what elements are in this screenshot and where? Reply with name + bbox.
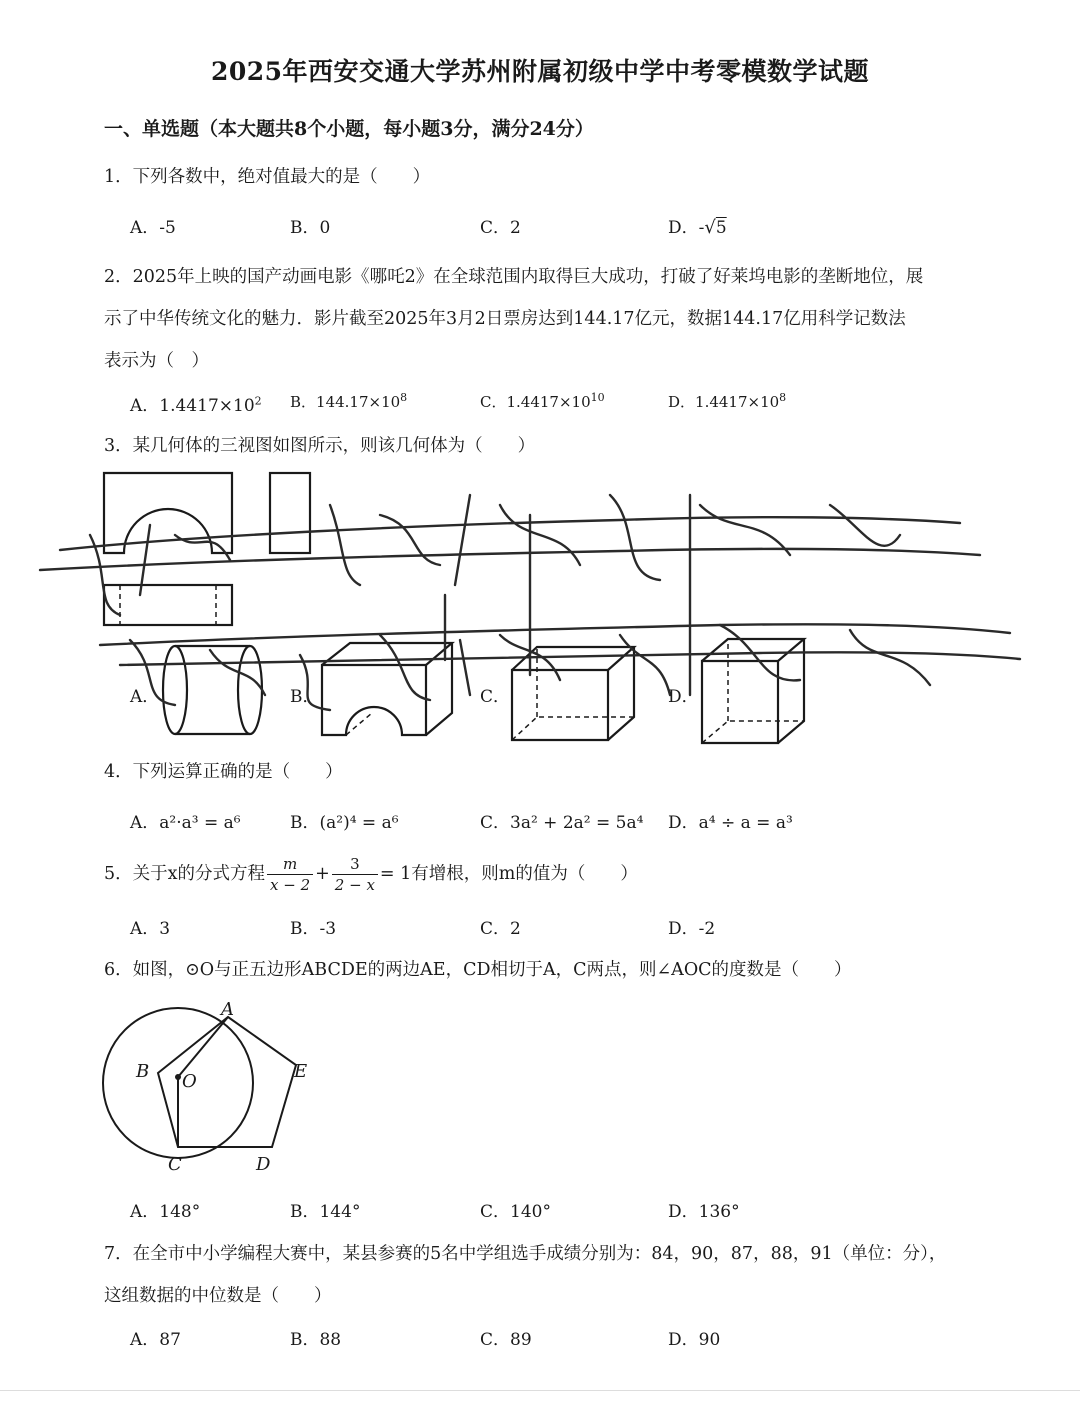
q7-line2: 这组数据的中位数是（ ）: [104, 1286, 332, 1306]
q2-option-b[interactable]: [290, 391, 407, 412]
q2-option-d-text: D．1.4417×10: [668, 393, 780, 411]
q2-line1: 2．2025年上映的国产动画电影《哪吒2》在全球范围内取得巨大成功，打破了好莱坞电影的垄断地位，展: [104, 267, 924, 287]
q5-stem: [104, 854, 638, 895]
q5-frac2-den: 2 − x: [334, 876, 375, 894]
q2-option-b-exp: 8: [400, 391, 408, 404]
q5-frac1-num: m: [267, 854, 313, 875]
page-title: 2025年西安交通大学苏州附属初级中学中考零模数学试题: [210, 57, 870, 86]
q6-stem: 6．如图，⊙O与正五边形ABCDE的两边AE，CD相切于A，C两点，则∠AOC的度数是（ ）: [104, 960, 852, 980]
q1-option-d-radicand: 5: [715, 218, 727, 238]
q1-option-d-prefix: D．-: [668, 218, 705, 238]
q5-fraction-2: [332, 854, 378, 895]
label-a: A: [221, 999, 234, 1020]
q7-option-a[interactable]: A．87: [130, 1330, 181, 1350]
q3-stem: 3．某几何体的三视图如图所示，则该几何体为（ ）: [104, 436, 536, 456]
label-b: B: [136, 1061, 150, 1082]
q7-option-c[interactable]: C．89: [480, 1330, 532, 1350]
top-view: [104, 585, 232, 625]
q3-option-a-solid: [163, 646, 262, 734]
q1-option-b[interactable]: B．0: [290, 218, 331, 238]
q7-option-b[interactable]: B．88: [290, 1330, 342, 1350]
q6-option-b[interactable]: B．144°: [290, 1202, 361, 1222]
side-view: [270, 473, 310, 553]
label-e: E: [294, 1061, 308, 1082]
q7-option-d[interactable]: D．90: [668, 1330, 721, 1350]
q2-option-c[interactable]: [480, 391, 605, 412]
q2-option-c-exp: 10: [590, 391, 605, 404]
q6-option-d[interactable]: D．136°: [668, 1202, 740, 1222]
label-d: D: [256, 1154, 271, 1175]
q6-option-c[interactable]: C．140°: [480, 1202, 551, 1222]
q5-fraction-1: [267, 854, 313, 895]
label-o: O: [182, 1071, 197, 1092]
q2-option-a[interactable]: [130, 391, 262, 416]
center-point: [175, 1074, 181, 1080]
sqrt-icon: √: [704, 217, 716, 238]
q1-stem: 1．下列各数中，绝对值最大的是（ ）: [104, 167, 431, 187]
q5-stem-pre: 5．关于x的分式方程: [104, 864, 266, 884]
q4-option-d[interactable]: D．a⁴ ÷ a = a³: [668, 813, 793, 833]
q3-option-b[interactable]: B．: [290, 687, 320, 707]
q3-option-c[interactable]: C．: [480, 687, 511, 707]
q3-option-d[interactable]: D．: [668, 687, 699, 707]
q4-option-c[interactable]: C．3a² + 2a² = 5a⁴: [480, 813, 644, 833]
q6-option-a[interactable]: A．148°: [130, 1202, 201, 1222]
q2-option-c-text: C．1.4417×10: [480, 393, 591, 411]
section-heading: 一、单选题（本大题共8个小题，每小题3分，满分24分）: [104, 118, 594, 140]
q4-option-a[interactable]: A．a²·a³ = a⁶: [130, 813, 241, 833]
q2-option-b-text: B．144.17×10: [290, 393, 401, 411]
page-bottom-divider: [0, 1390, 1080, 1391]
label-c: C: [168, 1154, 182, 1175]
q6-circle-pentagon-figure: [90, 995, 350, 1185]
q2-option-d[interactable]: [668, 391, 786, 412]
q1-option-d[interactable]: [668, 213, 727, 238]
q5-option-b[interactable]: B．-3: [290, 919, 337, 939]
q2-option-a-text: A．1.4417×10: [130, 396, 255, 416]
q5-stem-post: = 1有增根，则m的值为（ ）: [379, 864, 638, 884]
q1-option-c[interactable]: C．2: [480, 218, 521, 238]
q5-option-c[interactable]: C．2: [480, 919, 521, 939]
q2-line3: 表示为（ ）: [104, 351, 209, 371]
q4-stem: 4．下列运算正确的是（ ）: [104, 762, 343, 782]
q2-option-d-exp: 8: [779, 391, 787, 404]
q3-three-view-figure: [0, 465, 1080, 765]
q5-frac1-den: x − 2: [270, 876, 311, 894]
q1-option-a[interactable]: A．-5: [130, 218, 176, 238]
q2-line2: 示了中华传统文化的魅力．影片截至2025年3月2日票房达到144.17亿元，数据144.17亿用科学记数法: [104, 309, 906, 329]
segment-oa: [178, 1017, 228, 1077]
q7-line1: 7．在全市中小学编程大赛中，某县参赛的5名中学组选手成绩分别为：84，90，87，88，91（单位：分），: [104, 1244, 947, 1264]
q3-option-b-solid: [322, 643, 452, 735]
q5-option-d[interactable]: D．-2: [668, 919, 716, 939]
q4-option-b[interactable]: B．(a²)⁴ = a⁶: [290, 813, 399, 833]
q5-frac2-num: 3: [332, 854, 378, 875]
q5-plus: +: [315, 864, 330, 884]
q3-option-a[interactable]: A．: [130, 687, 160, 707]
q5-option-a[interactable]: A．3: [130, 919, 171, 939]
q2-option-a-exp: 2: [254, 394, 262, 408]
